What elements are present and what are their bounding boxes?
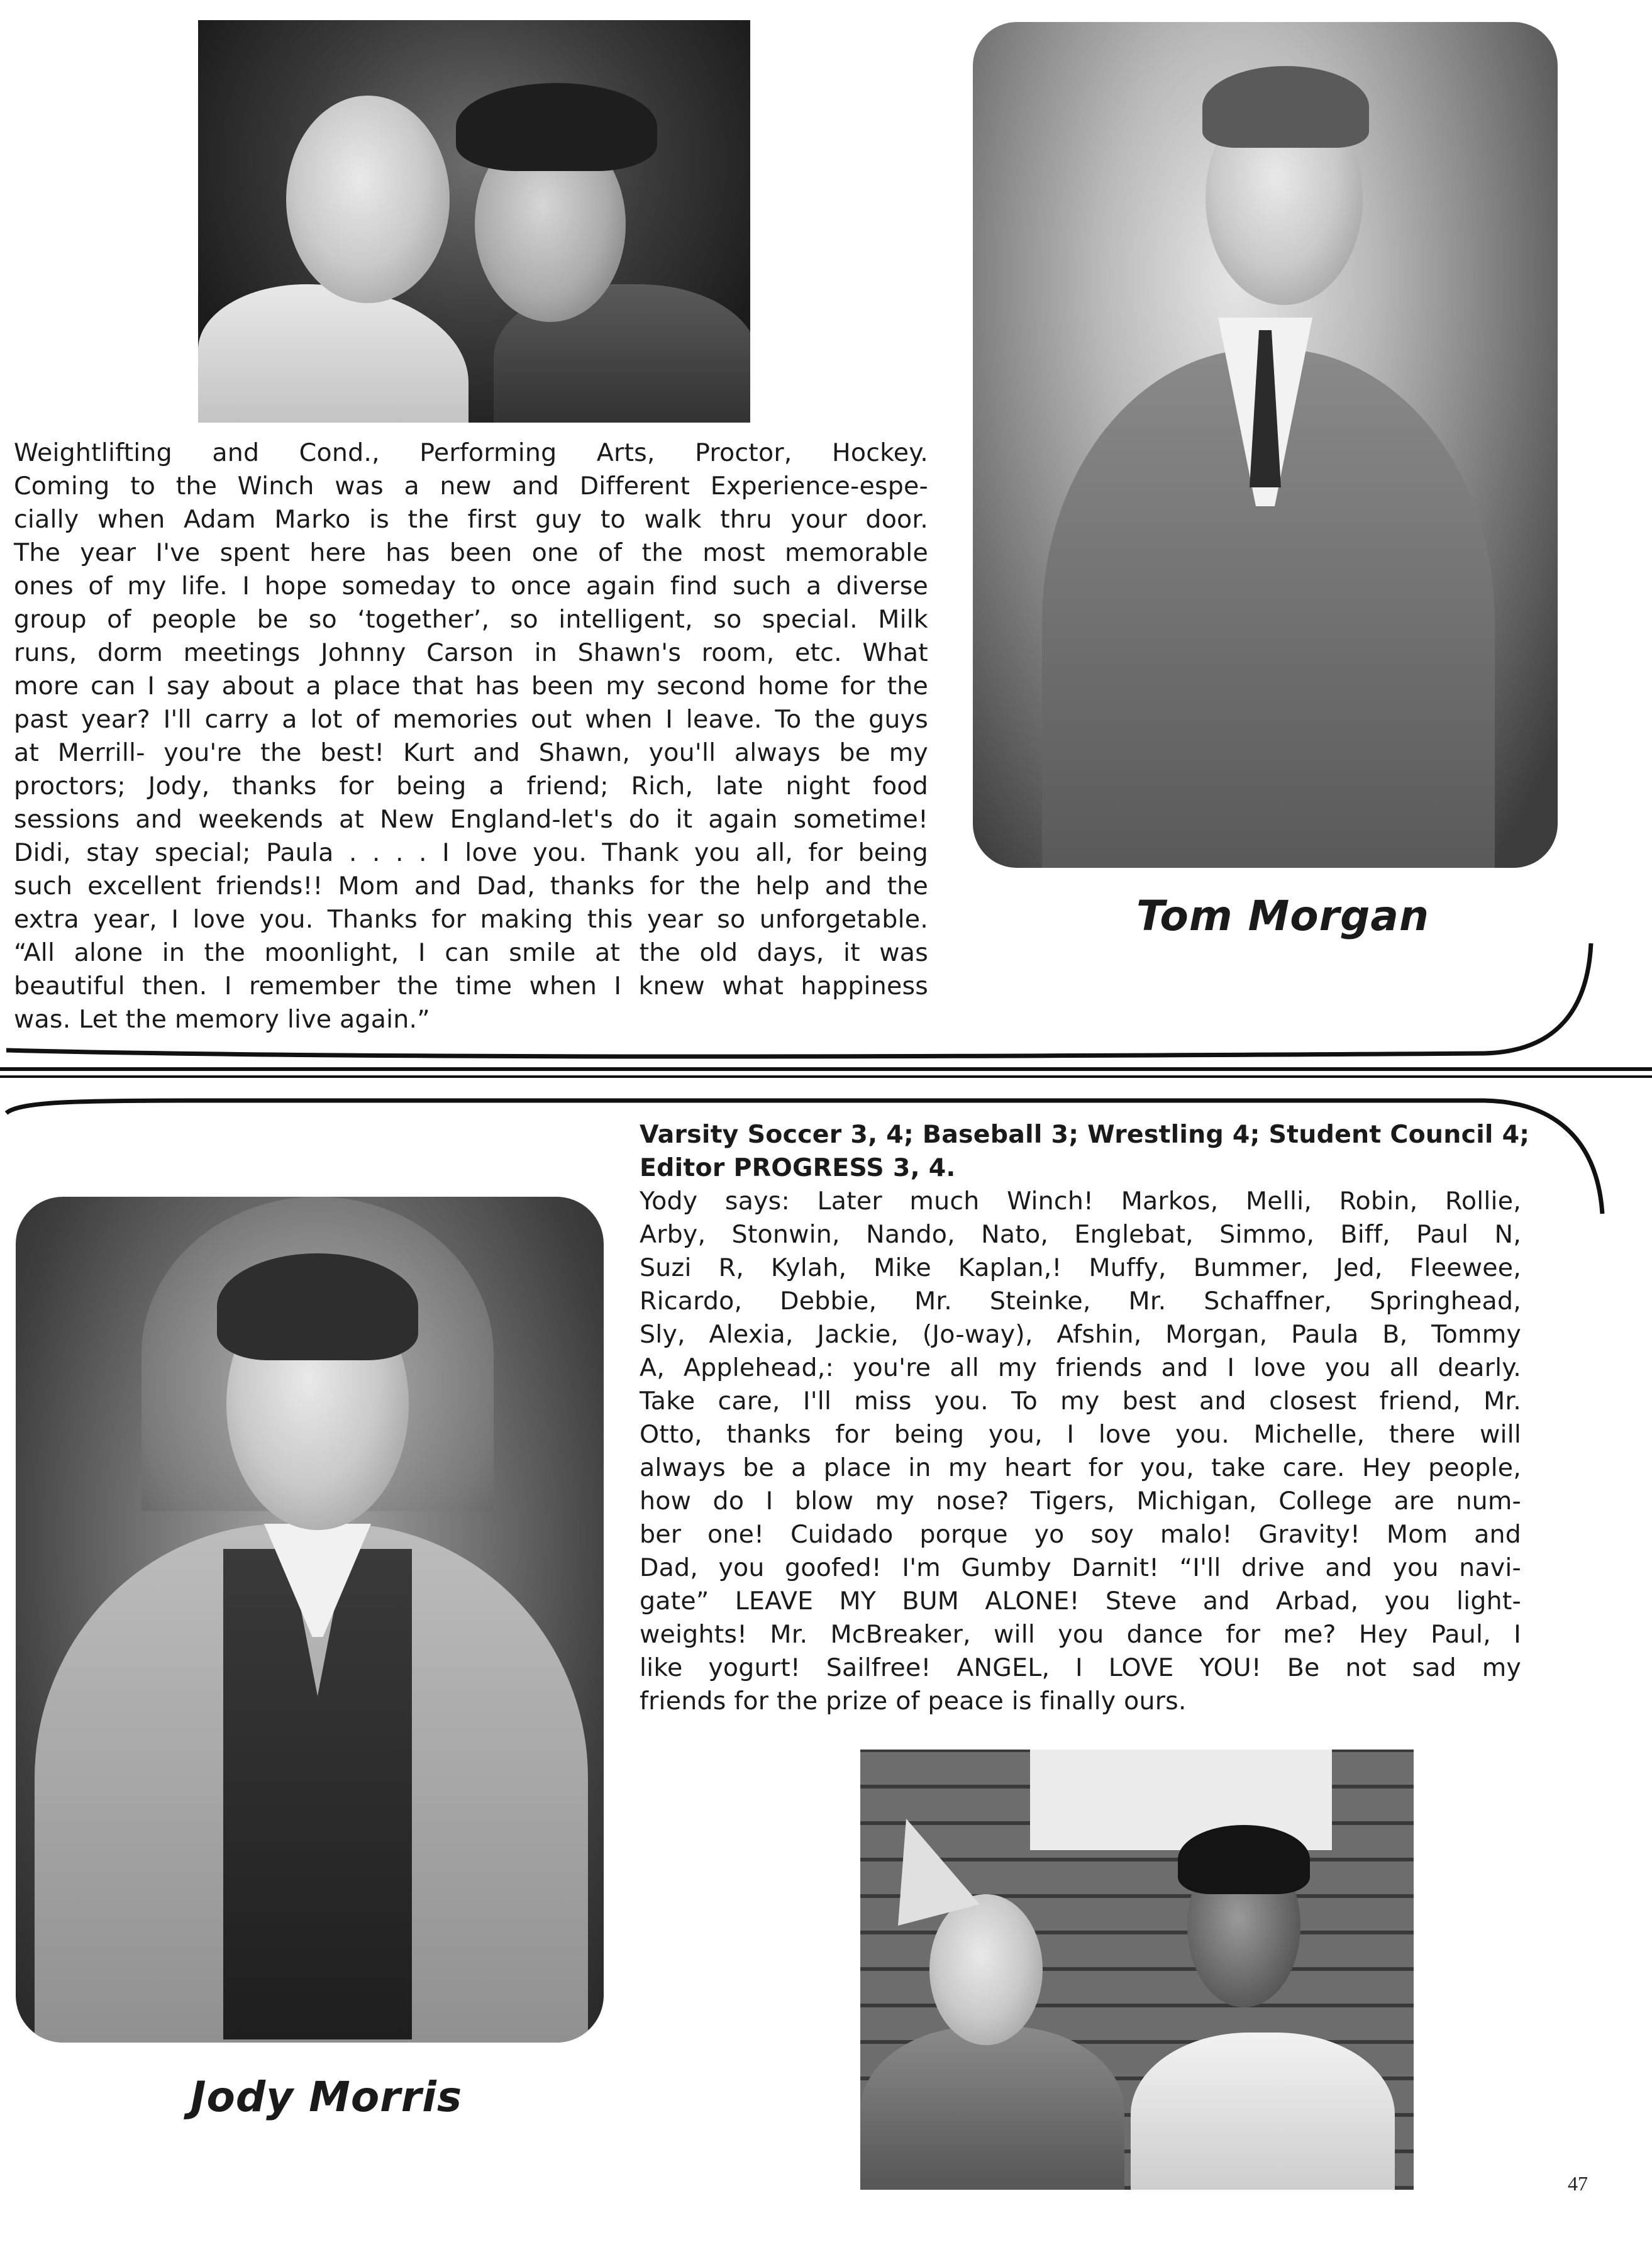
caption-line: beautiful then. I remember the time when I knew what happiness: [14, 972, 928, 1001]
caption-line: group of people be so ‘together’, so intelligent, so special. Milk: [14, 605, 928, 634]
tom-morgan-portrait: [973, 22, 1558, 868]
caption-line: Otto, thanks for being you, I love you. Michelle, there will: [640, 1420, 1521, 1449]
caption-line: The year I've spent here has been one of the most memorable: [14, 538, 928, 567]
caption-line: past year? I'll carry a lot of memories out when I leave. To the guys: [14, 705, 928, 734]
caption-line: was. Let the memory live again.”: [14, 1005, 430, 1034]
caption-line: at Merrill- you're the best! Kurt and Shawn, you'll always be my: [14, 738, 928, 767]
caption-line: Sly, Alexia, Jackie, (Jo-way), Afshin, Morgan, Paula B, Tommy: [640, 1320, 1521, 1349]
caption-line: Weightlifting and Cond., Performing Arts, Proctor, Hockey.: [14, 438, 928, 467]
caption-line: “All alone in the moonlight, I can smile at the old days, it was: [14, 938, 928, 967]
section-divider-top: [0, 1067, 1652, 1071]
caption-line: Didi, stay special; Paula . . . . I love you. Thank you all, for being: [14, 838, 928, 867]
caption-line: friends for the prize of peace is finally ours.: [640, 1687, 1187, 1716]
caption-line: Take care, I'll miss you. To my best and closest friend, Mr.: [640, 1387, 1521, 1416]
caption-line: ones of my life. I hope someday to once again find such a diverse: [14, 572, 928, 601]
jody-morris-name: Jody Morris: [191, 2073, 463, 2121]
caption-line: Editor PROGRESS 3, 4.: [640, 1153, 956, 1182]
caption-line: always be a place in my heart for you, take care. Hey people,: [640, 1453, 1521, 1482]
caption-line: extra year, I love you. Thanks for making this year so unforgetable.: [14, 905, 928, 934]
party-candid-photo: [860, 1750, 1414, 2190]
caption-line: such excellent friends!! Mom and Dad, thanks for the help and the: [14, 872, 928, 901]
caption-line: Ricardo, Debbie, Mr. Steinke, Mr. Schaffner, Springhead,: [640, 1287, 1521, 1316]
caption-line: like yogurt! Sailfree! ANGEL, I LOVE YOU! Be not sad my: [640, 1653, 1521, 1682]
caption-line: proctors; Jody, thanks for being a friend; Rich, late night food: [14, 772, 928, 801]
caption-line: how do I blow my nose? Tigers, Michigan, College are num-: [640, 1487, 1521, 1516]
caption-line: ber one! Cuidado porque yo soy malo! Gravity! Mom and: [640, 1520, 1521, 1549]
caption-line: more can I say about a place that has been my second home for the: [14, 672, 928, 701]
caption-line: Varsity Soccer 3, 4; Baseball 3; Wrestling 4; Student Council 4;: [640, 1120, 1530, 1149]
caption-line: sessions and weekends at New England-let's do it again sometime!: [14, 805, 928, 834]
caption-line: Suzi R, Kylah, Mike Kaplan,! Muffy, Bummer, Jed, Fleewee,: [640, 1253, 1521, 1282]
caption-line: cially when Adam Marko is the first guy to walk thru your door.: [14, 505, 928, 534]
jody-morris-portrait: [16, 1197, 604, 2043]
caption-line: A, Applehead,: you're all my friends and I love you all dearly.: [640, 1353, 1521, 1382]
tom-morgan-name: Tom Morgan: [1136, 892, 1429, 940]
section-divider-bottom: [0, 1075, 1652, 1078]
caption-line: Arby, Stonwin, Nando, Nato, Englebat, Simmo, Biff, Paul N,: [640, 1220, 1521, 1249]
caption-line: weights! Mr. McBreaker, will you dance for me? Hey Paul, I: [640, 1620, 1521, 1649]
couple-candid-photo: [198, 20, 750, 423]
page-number: 47: [1568, 2172, 1588, 2195]
caption-line: Yody says: Later much Winch! Markos, Melli, Robin, Rollie,: [640, 1187, 1521, 1216]
caption-line: runs, dorm meetings Johnny Carson in Shawn's room, etc. What: [14, 638, 928, 667]
caption-line: gate” LEAVE MY BUM ALONE! Steve and Arbad, you light-: [640, 1587, 1521, 1616]
jody-morris-caption: [640, 1118, 1530, 1718]
caption-line: Dad, you goofed! I'm Gumby Darnit! “I'll drive and you navi-: [640, 1553, 1521, 1582]
caption-line: Coming to the Winch was a new and Different Experience-espe-: [14, 472, 928, 501]
top-swoosh-rule: [0, 931, 1652, 1075]
